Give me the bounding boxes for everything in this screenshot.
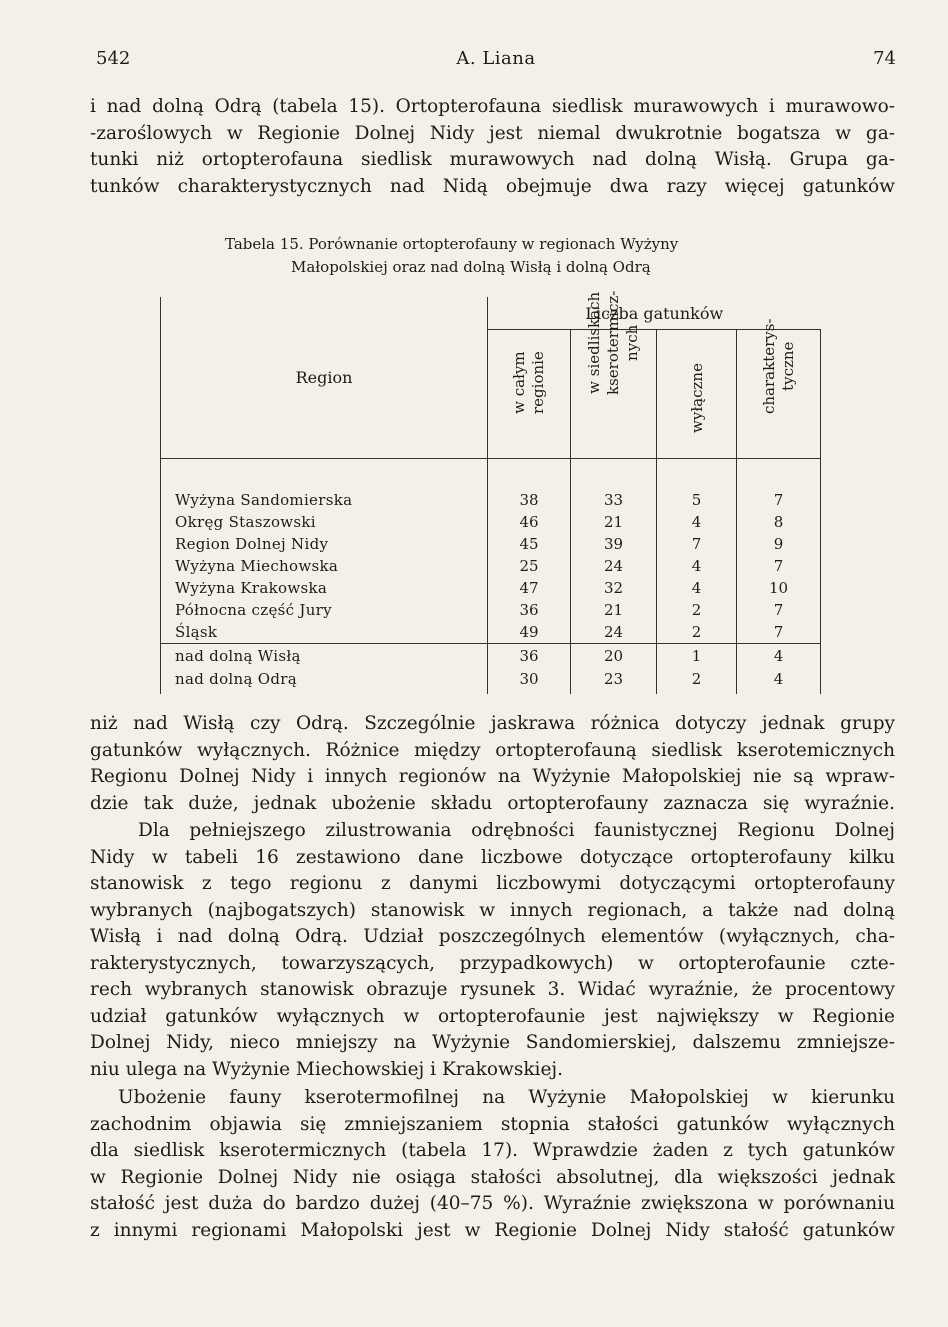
value-cell: 7 [737, 621, 821, 644]
text-line: Nidy w tabeli 16 zestawiono dane liczbowe dotyczące ortopterofauny kilku [90, 846, 895, 868]
col-header-characteristic [737, 318, 821, 459]
text-line: dzie tak duże, jednak ubożenie składu ortopterofauny zaznacza się wyraźnie. [90, 792, 895, 814]
table-row [161, 621, 821, 644]
value-cell: 4 [737, 668, 821, 694]
value-cell: 47 [488, 577, 571, 599]
text-line: stanowisk z tego regionu z danymi liczbowymi dotyczącymi ortopterofauny [90, 873, 895, 894]
value-cell: 24 [571, 621, 657, 644]
value-cell: 38 [488, 489, 571, 511]
value-cell: 33 [571, 489, 657, 511]
text-line: Regionu Dolnej Nidy i innych regionów na Wyżynie Małopolskiej nie są wpraw- [90, 766, 895, 787]
value-cell: 7 [737, 555, 821, 577]
text-line: rakterystycznych, towarzyszących, przypadkowych) w ortopterofaunie czte- [90, 952, 895, 974]
region-name: Wyżyna Sandomierska [161, 489, 488, 511]
value-cell: 1 [657, 644, 737, 669]
paragraph-2 [90, 711, 895, 817]
table-row [161, 511, 821, 533]
region-name: Śląsk [161, 621, 488, 644]
region-name: Region Dolnej Nidy [161, 533, 488, 555]
text-line: Wisłą i nad dolną Odrą. Udział poszczególnych elementów (wyłącznych, cha- [90, 926, 895, 947]
value-cell: 4 [657, 577, 737, 599]
region-name: Wyżyna Krakowska [161, 577, 488, 599]
region-name: nad dolną Odrą [161, 668, 488, 694]
text-line: tunków charakterystycznych nad Nidą obejmuje dwa razy więcej gatunków [90, 175, 895, 197]
text-line: dla siedlisk kserotermicznych (tabela 17). Wprawdzie żaden z tych gatunków [90, 1140, 895, 1161]
value-cell: 25 [488, 555, 571, 577]
table-row [161, 533, 821, 555]
col-header-line: nych [622, 324, 641, 361]
region-name: nad dolną Wisłą [161, 644, 488, 669]
species-count-header: Liczba gatunków [488, 297, 821, 330]
text-line: z innymi regionami Małopolski jest w Regionie Dolnej Nidy stałość gatunków [90, 1219, 895, 1241]
text-line: i nad dolną Odrą (tabela 15). Ortopterofauna siedlisk murawowych i murawowo- [90, 96, 895, 117]
value-cell: 2 [657, 668, 737, 694]
value-cell: 4 [737, 644, 821, 669]
text-line: Dla pełniejszego zilustrowania odrębności faunistycznej Regionu Dolnej [138, 820, 895, 841]
page-number-left: 542 [96, 48, 131, 69]
text-line: Ubożenie fauny kserotermofilnej na Wyżynie Małopolskiej w kierunku [118, 1087, 895, 1108]
col-header-line: regionie [529, 351, 547, 414]
text-line: gatunków wyłącznych. Różnice między ortopterofauną siedlisk kserotemicznych [90, 739, 895, 761]
paragraph-4 [90, 1085, 895, 1244]
caption-line: Tabela 15. Porównanie ortopterofauny w regionach Wyżyny [225, 235, 679, 253]
value-cell: 7 [737, 489, 821, 511]
page-number-right: 74 [873, 48, 896, 69]
col-header-line: tyczne [778, 341, 797, 391]
value-cell: 21 [571, 599, 657, 621]
value-cell: 8 [737, 511, 821, 533]
paragraph-1 [90, 94, 895, 200]
value-cell: 45 [488, 533, 571, 555]
text-line: niż nad Wisłą czy Odrą. Szczególnie jaskrawa różnica dotyczy jednak grupy [90, 713, 895, 734]
text-line: niu ulega na Wyżynie Miechowskiej i Krakowskiej. [90, 1058, 564, 1080]
col-header-line: charakterys- [759, 318, 778, 414]
value-cell: 32 [571, 577, 657, 599]
region-name: Wyżyna Miechowska [161, 555, 488, 577]
value-cell: 4 [657, 555, 737, 577]
value-cell: 23 [571, 668, 657, 694]
table-row [161, 599, 821, 621]
value-cell: 2 [657, 599, 737, 621]
value-cell: 9 [737, 533, 821, 555]
text-line: w Regionie Dolnej Nidy nie osiąga stałości absolutnej, dla większości jednak [90, 1166, 895, 1188]
text-line: rech wybranych stanowisk obrazuje rysunek 3. Widać wyraźnie, że procentowy [90, 979, 895, 1000]
text-line: tunki niż ortopterofauna siedlisk murawowych nad dolną Wisłą. Grupa ga- [90, 149, 895, 170]
value-cell: 7 [657, 533, 737, 555]
col-header-line: w siedliskach [584, 291, 603, 394]
value-cell: 36 [488, 644, 571, 669]
text-line: stałość jest duża do bardzo dużej (40–75 %). Wyraźnie zwiększona w porównaniu [90, 1193, 895, 1214]
value-cell: 10 [737, 577, 821, 599]
col-header-whole-region [488, 330, 571, 459]
value-cell: 24 [571, 555, 657, 577]
value-cell: 46 [488, 511, 571, 533]
value-cell: 4 [657, 511, 737, 533]
table-row [161, 489, 821, 511]
running-head-author: A. Liana [456, 48, 536, 69]
table-caption [225, 233, 775, 279]
text-line: zachodnim objawia się zmniejszaniem stopnia stałości gatunków wyłącznych [90, 1113, 895, 1135]
value-cell: 36 [488, 599, 571, 621]
table-row [161, 668, 821, 694]
text-line: udział gatunków wyłącznych w ortopterofaunie jest największy w Regionie [90, 1005, 895, 1027]
value-cell: 49 [488, 621, 571, 644]
region-name: Okręg Staszowski [161, 511, 488, 533]
value-cell: 21 [571, 511, 657, 533]
col-header-line: wyłączne [687, 363, 706, 433]
paragraph-3 [90, 818, 895, 1083]
value-cell: 2 [657, 621, 737, 644]
table-row [161, 644, 821, 669]
col-header-exclusive [657, 330, 737, 459]
col-header-line: kserotermicz- [603, 290, 622, 395]
comparison-table [160, 290, 821, 694]
table-row [161, 577, 821, 599]
header-separator [161, 459, 821, 490]
caption-line: Małopolskiej oraz nad dolną Wisłą i dolną Odrą [291, 258, 651, 276]
text-line: -zaroślowych w Regionie Dolnej Nidy jest niemal dwukrotnie bogatsza w ga- [90, 122, 895, 144]
col-header-line: w całym [510, 351, 528, 414]
page-header [96, 48, 896, 74]
text-line: wybranych (najbogatszych) stanowisk w innych regionach, a także nad dolną [90, 899, 895, 921]
value-cell: 20 [571, 644, 657, 669]
region-header: Region [161, 297, 488, 459]
table-row [161, 555, 821, 577]
value-cell: 7 [737, 599, 821, 621]
value-cell: 30 [488, 668, 571, 694]
region-name: Północna część Jury [161, 599, 488, 621]
value-cell: 39 [571, 533, 657, 555]
text-line: Dolnej Nidy, nieco mniejszy na Wyżynie Sandomierskiej, dalszemu zmniejsze- [90, 1032, 895, 1053]
value-cell: 5 [657, 489, 737, 511]
